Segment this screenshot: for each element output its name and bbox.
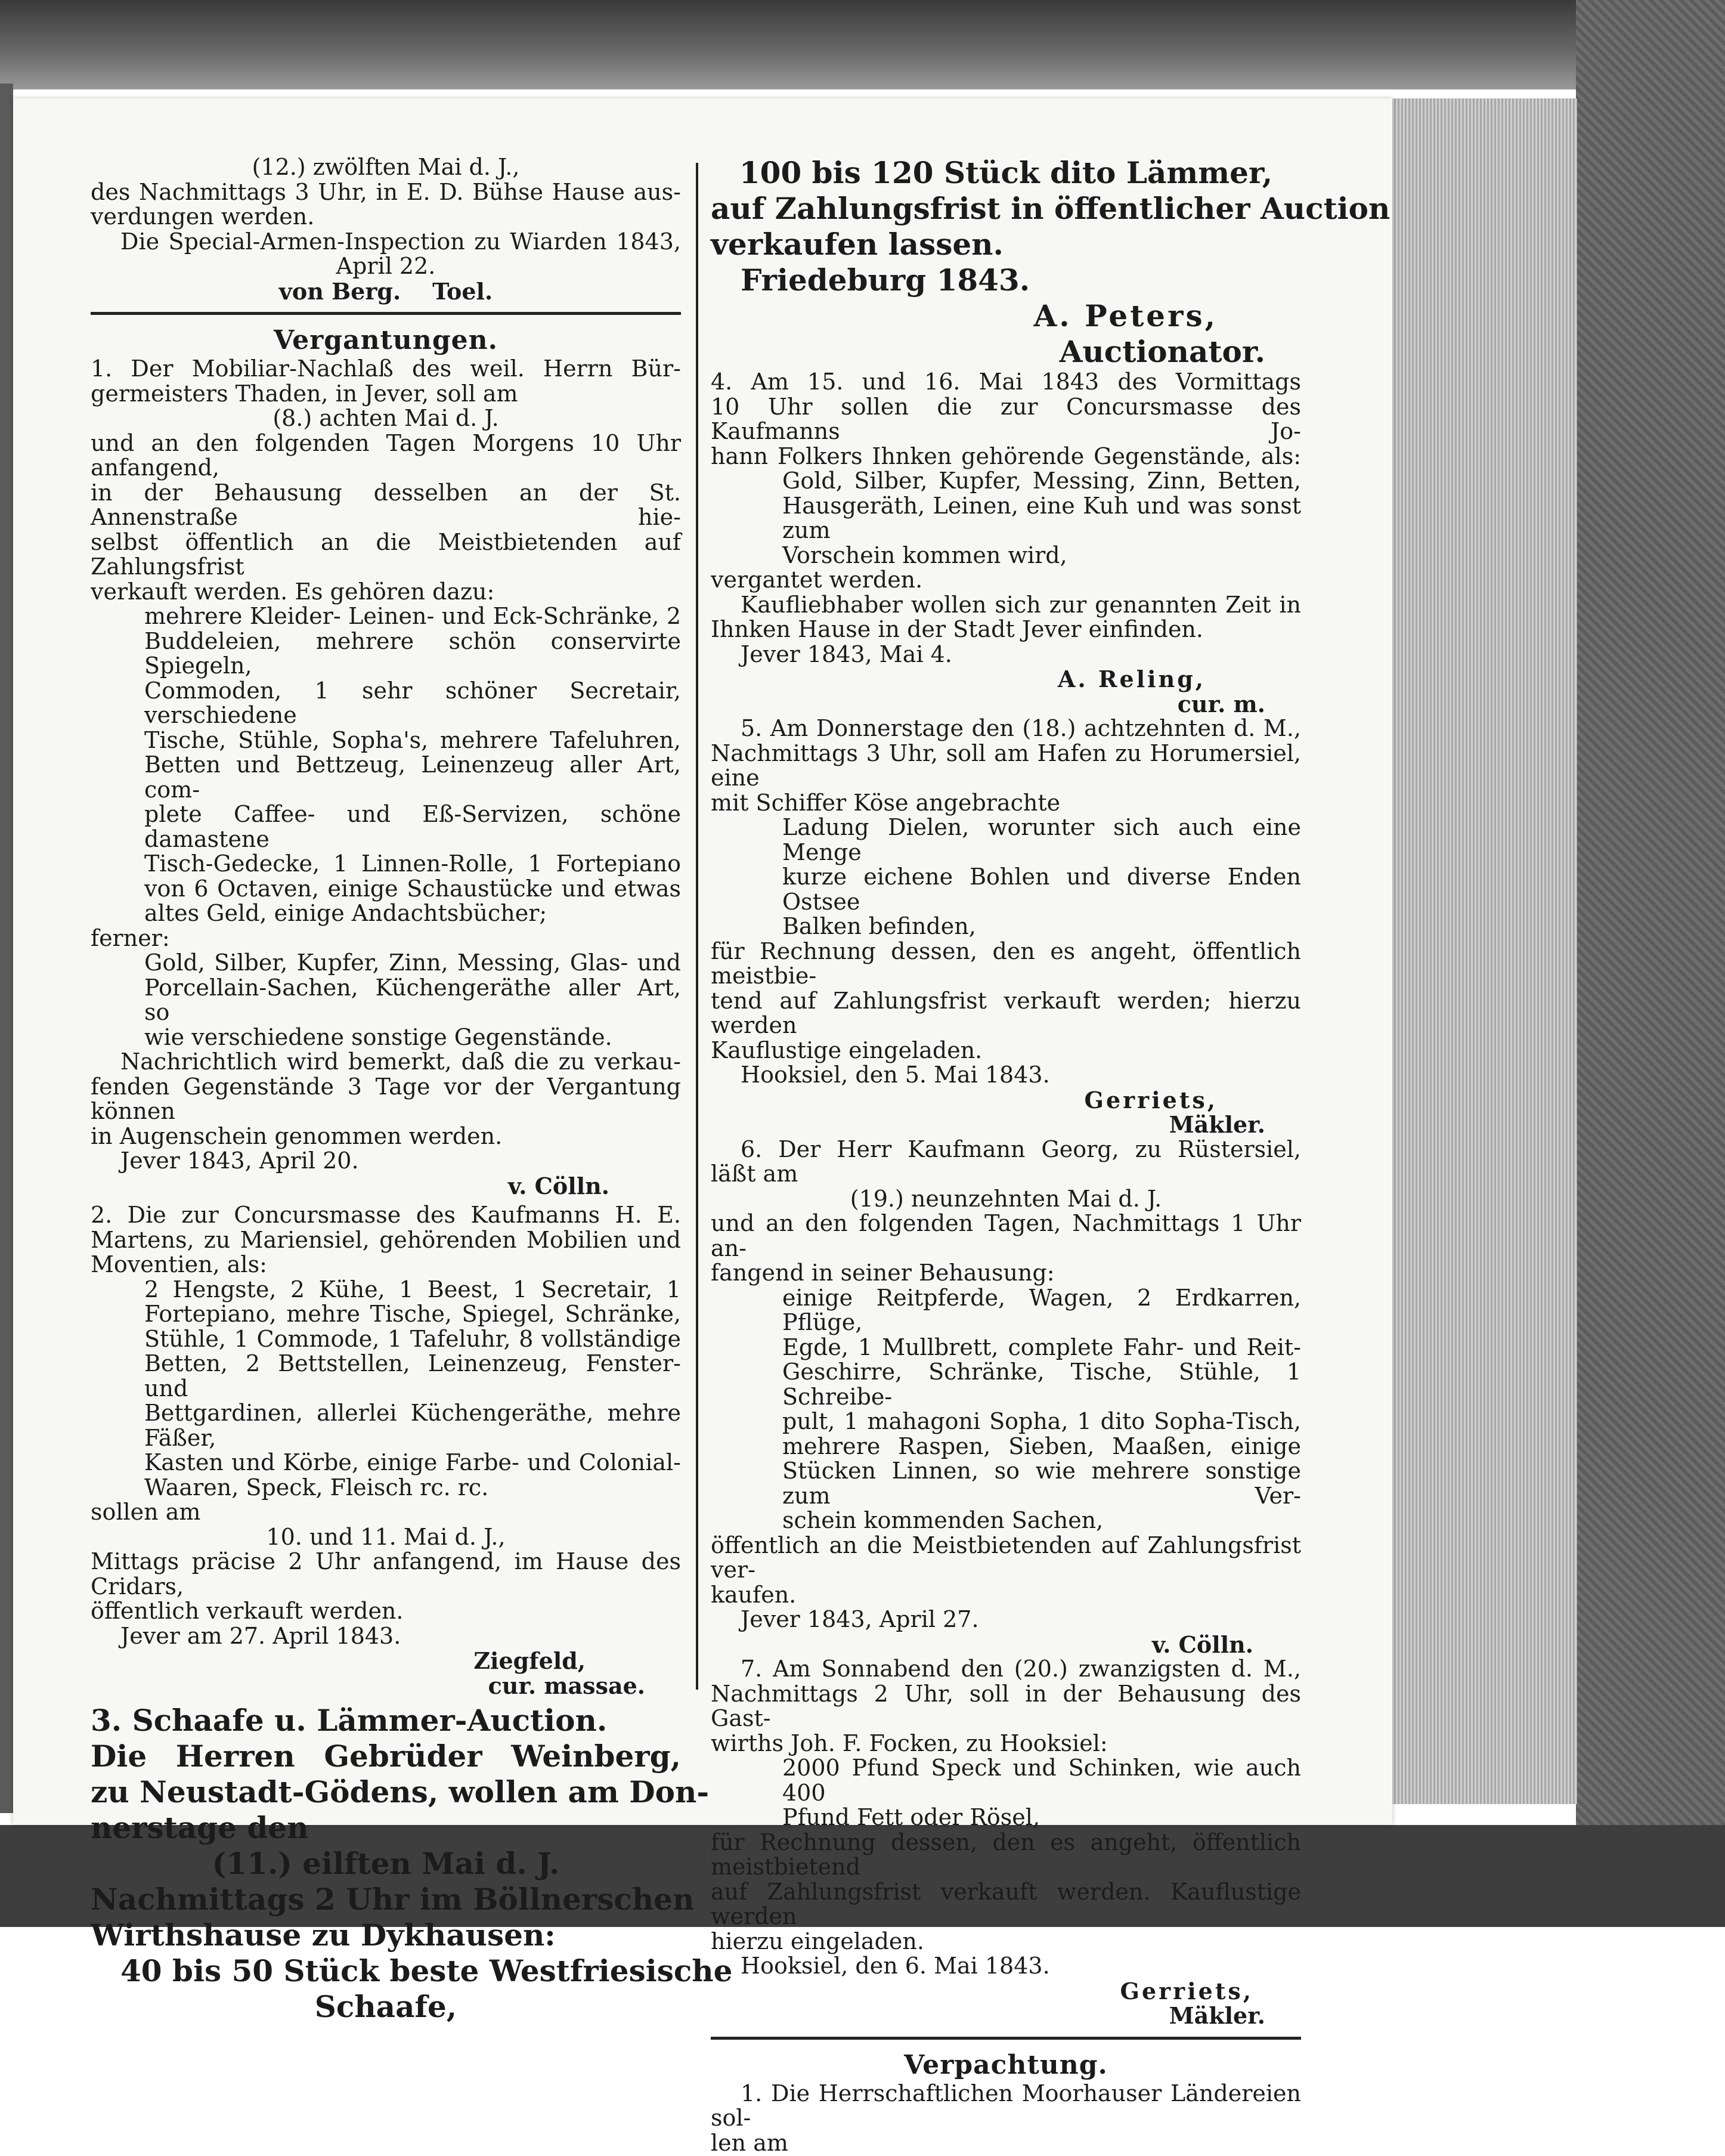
signature: A. Reling, <box>1058 666 1206 692</box>
item-line: plete Caffee- und Eß-Servizen, schöne damastene <box>144 801 681 852</box>
text-line: 1. Die Herrschaftlichen Moorhauser Ländereien sol- <box>711 2080 1301 2131</box>
text-line: öffentlich an die Meistbietenden auf Zahlungsfrist ver- <box>711 1532 1301 1583</box>
item-line: Fortepiano, mehre Tische, Spiegel, Schränke, <box>144 1301 681 1327</box>
dateline: Jever 1843, April 27. <box>741 1606 979 1632</box>
text-line: 6. Der Herr Kaufmann Georg, zu Rüstersiel, <box>741 1136 1301 1162</box>
text-line: vergantet werden. <box>711 567 923 593</box>
text-line: wirths Joh. F. Focken, zu Hooksiel: <box>711 1730 1108 1756</box>
notice-wiarden <box>91 155 681 304</box>
text-line: Mittags präcise 2 Uhr anfangend, im Hause des Cridars, <box>91 1548 681 1600</box>
text-line: mit Schiffer Köse angebrachte <box>711 789 1061 816</box>
text-line: Schaafe, <box>314 1989 457 2024</box>
book-spine <box>0 83 13 1813</box>
entry-5 <box>711 716 1301 1137</box>
left-column <box>91 154 733 2025</box>
entry-7 <box>711 1657 1301 2028</box>
text-line: 10 Uhr sollen die zur Concursmasse des Kaufmanns Jo- <box>711 393 1301 444</box>
item-line: Porcellain-Sachen, Küchengeräthe aller Art, so <box>144 974 681 1025</box>
text-line: Kaufliebhaber wollen sich zur genannten Zeit in <box>741 591 1301 618</box>
item-line: Hausgeräth, Leinen, eine Kuh und was sonst zum <box>782 492 1301 543</box>
item-line: 2000 Pfund Speck und Schinken, wie auch 400 <box>782 1755 1301 1806</box>
entry-1 <box>91 357 681 1198</box>
item-line: Ladung Dielen, worunter sich auch eine Menge <box>782 814 1301 865</box>
item-line: Gold, Silber, Kupfer, Messing, Zinn, Betten, <box>782 468 1301 494</box>
item-line: mehrere Kleider- Leinen- und Eck-Schränke, 2 <box>144 603 681 629</box>
text-line: läßt am <box>711 1161 798 1187</box>
signature-title: Mäkler. <box>1169 2002 1265 2029</box>
page-edges <box>1392 98 1577 1804</box>
signature: A. Peters, <box>1033 298 1218 333</box>
dateline: Jever 1843, Mai 4. <box>741 641 952 667</box>
signature: Ziegfeld, <box>473 1647 586 1674</box>
notice-date: (12.) zwölften Mai d. J., <box>252 154 520 180</box>
text-line: verdungen werden. <box>91 203 315 230</box>
text-line: auf Zahlungsfrist in öffentlicher Auction <box>711 191 1390 226</box>
entry-title: 3. Schaafe u. Lämmer-Auction. <box>91 1703 608 1738</box>
auction-date: (11.) eilften Mai d. J. <box>212 1846 560 1881</box>
item-line: von 6 Octaven, einige Schaustücke und etwas <box>144 875 681 902</box>
dateline: Hooksiel, den 6. Mai 1843. <box>741 1953 1050 1979</box>
text-line: hierzu eingeladen. <box>711 1928 924 1954</box>
item-line: Betten, 2 Bettstellen, Leinenzeug, Fenster- und <box>144 1350 681 1402</box>
right-column <box>711 155 1390 2156</box>
item-line: Bettgardinen, allerlei Küchengeräthe, mehre Fäßer, <box>144 1400 681 1451</box>
text-line: 100 bis 120 Stück dito Lämmer, <box>739 155 1273 190</box>
signature-title: Auctionator. <box>1059 334 1265 369</box>
item-line: schein kommenden Sachen, <box>782 1507 1104 1533</box>
item-line: Tische, Stühle, Sopha's, mehrere Tafeluhren, <box>144 726 681 753</box>
item-line: Waaren, Speck, Fleisch rc. rc. <box>144 1474 489 1501</box>
auction-date: 10. und 11. Mai d. J., <box>266 1523 506 1550</box>
text-line: germeisters Thaden, in Jever, soll am <box>91 380 518 407</box>
book-cover-right <box>1576 0 1725 1927</box>
signature: v. Cölln. <box>1151 1631 1253 1658</box>
column-divider <box>696 163 698 1690</box>
text-line: 1. Der Mobiliar-Nachlaß des weil. Herrn Bür- <box>91 355 681 382</box>
text-line: fangend in seiner Behausung: <box>711 1260 1055 1286</box>
item-line: Stücken Linnen, so wie mehrere sonstige zum Ver- <box>782 1458 1301 1509</box>
text-line: verkauft werden. Es gehören dazu: <box>91 578 495 605</box>
section-title-vergantungen: Vergantungen. <box>274 325 498 355</box>
text-line: für Rechnung dessen, den es angeht, öffentlich meistbie- <box>711 938 1301 989</box>
text-line: Wirthshause zu Dykhausen: <box>91 1917 556 1953</box>
item-line: wie verschiedene sonstige Gegenstände. <box>144 1023 612 1050</box>
item-line: mehrere Raspen, Sieben, Maaßen, einige <box>782 1433 1301 1459</box>
text-line: selbst öffentlich an die Meistbietenden auf Zahlungsfrist <box>91 528 681 580</box>
text-line: für Rechnung dessen, den es angeht, öffentlich meistbietend <box>711 1829 1301 1880</box>
text-line: Kauflustige eingeladen. <box>711 1037 983 1063</box>
text-line: ferner: <box>91 924 170 951</box>
text-line: Martens, zu Mariensiel, gehörenden Mobilien und <box>91 1226 681 1253</box>
item-line: Balken befinden, <box>782 913 976 939</box>
item-line: Tisch-Gedecke, 1 Linnen-Rolle, 1 Fortepiano <box>144 850 681 877</box>
text-line: April 22. <box>336 253 436 279</box>
text-line: Moventien, als: <box>91 1251 267 1277</box>
lease-entry-1 <box>711 2081 1301 2156</box>
text-line: Nachmittags 2 Uhr, soll in der Behausung des Gast- <box>711 1680 1301 1731</box>
signature: v. Cölln. <box>507 1172 609 1199</box>
dateline: Friedeburg 1843. <box>741 262 1030 298</box>
text-line: Die Special-Armen-Inspection zu Wiarden 1843, <box>120 228 681 255</box>
dateline: Jever 1843, April 20. <box>120 1147 359 1174</box>
item-line: altes Geld, einige Andachtsbücher; <box>144 900 547 926</box>
auction-date: (8.) achten Mai d. J. <box>272 405 499 431</box>
section-rule <box>91 312 681 315</box>
text-line: und an den folgenden Tagen Morgens 10 Uhr anfangend, <box>91 429 681 481</box>
text-line: tend auf Zahlungsfrist verkauft werden; hierzu werden <box>711 987 1301 1038</box>
item-line: 2 Hengste, 2 Kühe, 1 Beest, 1 Secretair, 1 <box>144 1276 681 1303</box>
entry-6 <box>711 1137 1301 1657</box>
text-line: in der Behausung desselben an der St. Annenstraße hie- <box>91 479 681 530</box>
item-line: Geschirre, Schränke, Tische, Stühle, 1 Schreibe- <box>782 1359 1301 1410</box>
signature: Gerriets, <box>1084 1086 1218 1113</box>
entry-3-sheep-auction <box>91 1703 733 2025</box>
auction-date: (19.) neunzehnten Mai d. J. <box>850 1185 1162 1212</box>
item-line: Commoden, 1 sehr schöner Secretair, verschiedene <box>144 677 681 728</box>
item-line: Vorschein kommen wird, <box>782 542 1067 568</box>
text-line: zu Neustadt-Gödens, wollen am Don- <box>91 1774 710 1809</box>
signature-title: cur. m. <box>1177 690 1265 717</box>
text-line: verkaufen lassen. <box>711 227 1004 262</box>
text-line: fenden Gegenstände 3 Tage vor der Vergantung können <box>91 1073 681 1124</box>
sheep-auction-continued <box>711 155 1390 370</box>
text-line: auf Zahlungsfrist verkauft werden. Kauflustige werden <box>711 1878 1301 1929</box>
text-line: 2. Die zur Concursmasse des Kaufmanns H. E. <box>91 1202 681 1228</box>
signature-title: cur. massae. <box>488 1672 645 1699</box>
item-line: Stühle, 1 Commode, 1 Tafeluhr, 8 vollständige <box>144 1325 681 1352</box>
section-rule <box>711 2037 1301 2040</box>
text-line: 7. Am Sonnabend den (20.) zwanzigsten d. M., <box>741 1656 1301 1682</box>
signature: von Berg. Toel. <box>278 277 493 305</box>
text-line: Nachmittags 3 Uhr, soll am Hafen zu Horumersiel, eine <box>711 740 1301 791</box>
signature-title: Mäkler. <box>1169 1111 1265 1138</box>
item-line: Buddeleien, mehrere schön conservirte Spiegeln, <box>144 627 681 679</box>
item-line: einige Reitpferde, Wagen, 2 Erdkarren, Pflüge, <box>782 1284 1301 1335</box>
section-title-verpachtung: Verpachtung. <box>904 2049 1108 2080</box>
text-line: öffentlich verkauft werden. <box>91 1598 404 1624</box>
item-line: pult, 1 mahagoni Sopha, 1 dito Sopha-Tisch, <box>782 1408 1301 1434</box>
text-line: len am <box>711 2129 788 2156</box>
dateline: Jever am 27. April 1843. <box>120 1622 401 1649</box>
text-line: Nachmittags 2 Uhr im Böllnerschen <box>91 1882 695 1917</box>
text-line: des Nachmittags 3 Uhr, in E. D. Bühse Hause aus- <box>91 178 681 205</box>
text-line: und an den folgenden Tagen, Nachmittags 1 Uhr an- <box>711 1210 1301 1261</box>
text-line: Nachrichtlich wird bemerkt, daß die zu verkau- <box>120 1048 681 1075</box>
item-line: Gold, Silber, Kupfer, Zinn, Messing, Glas- und <box>144 949 681 976</box>
text-line: hann Folkers Ihnken gehörende Gegenstände, als: <box>711 443 1301 469</box>
item-line: Kasten und Körbe, einige Farbe- und Colonial- <box>144 1449 681 1476</box>
text-line: Ihnken Hause in der Stadt Jever einfinden. <box>711 616 1203 642</box>
text-line: 40 bis 50 Stück beste Westfriesische <box>120 1953 733 1988</box>
book-cover-top <box>0 0 1725 89</box>
newspaper-page <box>13 98 1392 2156</box>
text-line: 4. Am 15. und 16. Mai 1843 des Vormittags <box>711 369 1301 395</box>
item-line: Betten und Bettzeug, Leinenzeug aller Art, com- <box>144 751 681 803</box>
entry-2 <box>91 1203 681 1698</box>
text-line: kaufen. <box>711 1581 797 1608</box>
text-line: Die Herren Gebrüder Weinberg, <box>91 1739 681 1774</box>
text-line: 5. Am Donnerstage den (18.) achtzehnten d. M., <box>741 715 1301 741</box>
signature: Gerriets, <box>1120 1977 1253 2005</box>
entry-4 <box>711 370 1301 716</box>
item-line: kurze eichene Bohlen und diverse Enden Ostsee <box>782 864 1301 915</box>
dateline: Hooksiel, den 5. Mai 1843. <box>741 1062 1050 1088</box>
item-line: Egde, 1 Mullbrett, complete Fahr- und Reit- <box>782 1334 1301 1360</box>
item-line: Pfund Fett oder Rösel, <box>782 1804 1040 1830</box>
text-line: sollen am <box>91 1499 201 1525</box>
text-line: in Augenschein genommen werden. <box>91 1122 503 1149</box>
text-line: nerstage den <box>91 1810 309 1845</box>
